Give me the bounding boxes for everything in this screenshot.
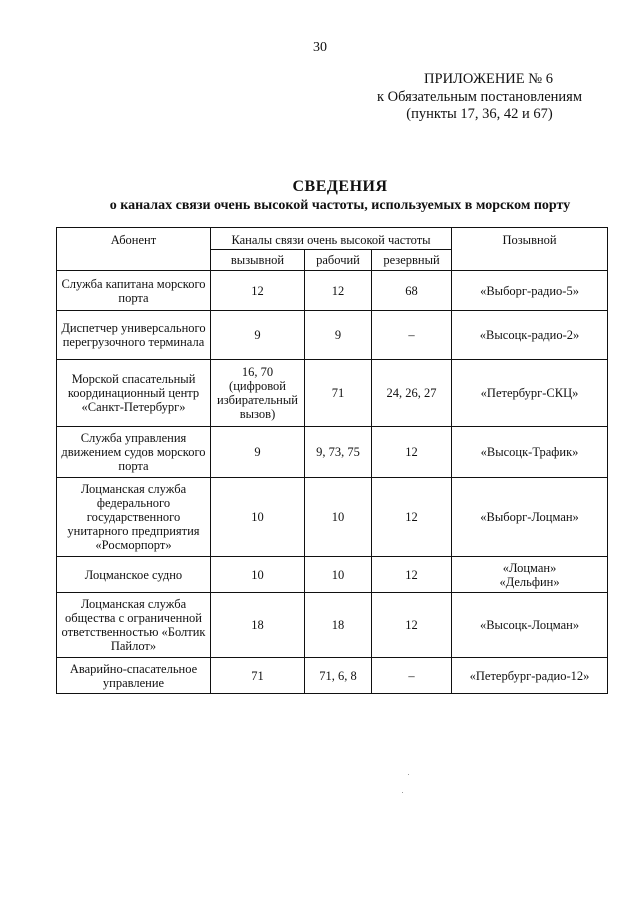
cell-calling: 12 bbox=[211, 271, 305, 311]
appendix-reference: к Обязательным постановлениям bbox=[377, 88, 582, 105]
cell-working: 12 bbox=[305, 271, 372, 311]
appendix-block bbox=[377, 71, 582, 124]
cell-subscriber: Служба управления движением судов морского порта bbox=[57, 427, 211, 478]
header-callsign: Позывной bbox=[452, 228, 608, 271]
cell-calling: 9 bbox=[211, 311, 305, 360]
page-number: 30 bbox=[313, 40, 327, 55]
header-channels: Каналы связи очень высокой частоты bbox=[211, 228, 452, 250]
cell-callsign: «Выборг-радио-5» bbox=[452, 271, 608, 311]
cell-reserve: 68 bbox=[372, 271, 452, 311]
header-reserve: резервный bbox=[372, 250, 452, 271]
document-title: СВЕДЕНИЯ bbox=[292, 178, 388, 195]
cell-subscriber: Лоцманская служба общества с ограниченной ответственностью «Болтик Пайлот» bbox=[57, 593, 211, 658]
document-heading bbox=[40, 177, 640, 214]
cell-reserve: – bbox=[372, 658, 452, 694]
cell-callsign: «Лоцман» «Дельфин» bbox=[452, 557, 608, 593]
cell-reserve: 12 bbox=[372, 427, 452, 478]
cell-calling: 16, 70 (цифровой избирательный вызов) bbox=[211, 360, 305, 427]
cell-calling: 10 bbox=[211, 557, 305, 593]
cell-callsign: «Петербург-СКЦ» bbox=[452, 360, 608, 427]
cell-working: 9 bbox=[305, 311, 372, 360]
cell-reserve: 12 bbox=[372, 593, 452, 658]
cell-reserve: 12 bbox=[372, 557, 452, 593]
header-calling: вызывной bbox=[211, 250, 305, 271]
cell-calling: 71 bbox=[211, 658, 305, 694]
cell-working: 9, 73, 75 bbox=[305, 427, 372, 478]
cell-reserve: 24, 26, 27 bbox=[372, 360, 452, 427]
header-working: рабочий bbox=[305, 250, 372, 271]
cell-calling: 9 bbox=[211, 427, 305, 478]
cell-callsign: «Высоцк-Лоцман» bbox=[452, 593, 608, 658]
table-row bbox=[57, 360, 608, 427]
cell-callsign: «Высоцк-радио-2» bbox=[452, 311, 608, 360]
cell-calling: 10 bbox=[211, 478, 305, 557]
channels-table bbox=[56, 227, 608, 694]
cell-subscriber: Лоцманское судно bbox=[57, 557, 211, 593]
table-row bbox=[57, 593, 608, 658]
cell-reserve: 12 bbox=[372, 478, 452, 557]
cell-subscriber: Служба капитана морского порта bbox=[57, 271, 211, 311]
appendix-points: (пункты 17, 36, 42 и 67) bbox=[406, 106, 553, 122]
table-row bbox=[57, 271, 608, 311]
cell-working: 71 bbox=[305, 360, 372, 427]
scan-speck bbox=[408, 774, 409, 775]
cell-callsign: «Высоцк-Трафик» bbox=[452, 427, 608, 478]
header-subscriber: Абонент bbox=[57, 228, 211, 271]
appendix-title: ПРИЛОЖЕНИЕ № 6 bbox=[424, 71, 553, 87]
table-row bbox=[57, 311, 608, 360]
cell-subscriber: Лоцманская служба федерального государственного унитарного предприятия «Росморпорт» bbox=[57, 478, 211, 557]
cell-working: 71, 6, 8 bbox=[305, 658, 372, 694]
cell-callsign: «Петербург-радио-12» bbox=[452, 658, 608, 694]
cell-working: 18 bbox=[305, 593, 372, 658]
cell-callsign: «Выборг-Лоцман» bbox=[452, 478, 608, 557]
document-subtitle: о каналах связи очень высокой частоты, используемых в морском порту bbox=[109, 198, 571, 213]
table-row bbox=[57, 658, 608, 694]
cell-subscriber: Морской спасательный координационный центр «Санкт-Петербург» bbox=[57, 360, 211, 427]
cell-calling: 18 bbox=[211, 593, 305, 658]
cell-working: 10 bbox=[305, 478, 372, 557]
cell-reserve: – bbox=[372, 311, 452, 360]
cell-subscriber: Аварийно-спасательное управление bbox=[57, 658, 211, 694]
scan-speck bbox=[402, 792, 403, 793]
cell-working: 10 bbox=[305, 557, 372, 593]
table-row bbox=[57, 478, 608, 557]
table-row bbox=[57, 557, 608, 593]
table-row bbox=[57, 427, 608, 478]
cell-subscriber: Диспетчер универсального перегрузочного терминала bbox=[57, 311, 211, 360]
